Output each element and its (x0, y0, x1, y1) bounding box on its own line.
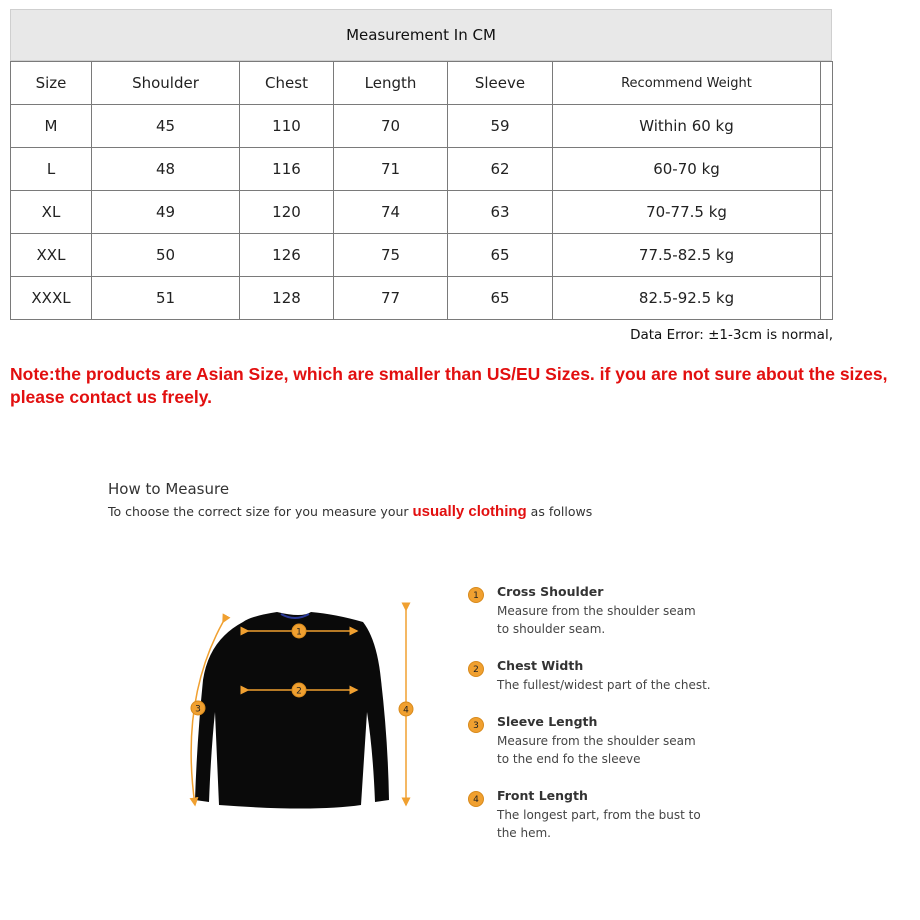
step-desc-line: The longest part, from the bust to (497, 808, 701, 822)
step-number-badge: 4 (468, 791, 484, 807)
cell-sleeve: 62 (448, 148, 553, 191)
size-chart-title: Measurement In CM (10, 9, 832, 61)
step-description (497, 602, 727, 638)
how-to-measure-title: How to Measure (108, 480, 230, 498)
header-shoulder: Shoulder (92, 62, 240, 105)
cell-length: 75 (334, 234, 448, 277)
cell-size: XXXL (11, 277, 92, 320)
marker-3 (191, 701, 205, 715)
step-desc-line: Measure from the shoulder seam (497, 604, 696, 618)
table-edge-cell (821, 148, 833, 191)
cell-chest: 128 (240, 277, 334, 320)
cell-shoulder: 48 (92, 148, 240, 191)
svg-text:4: 4 (403, 705, 409, 716)
table-row (11, 277, 833, 320)
data-error-note: Data Error: ±1-3cm is normal, (630, 327, 833, 343)
svg-text:3: 3 (195, 704, 201, 715)
table-row (11, 191, 833, 234)
marker-4 (399, 702, 413, 716)
cell-length: 70 (334, 105, 448, 148)
cell-weight: 82.5-92.5 kg (553, 277, 821, 320)
how-to-measure-subtitle (108, 503, 592, 520)
cell-weight: Within 60 kg (553, 105, 821, 148)
step-desc-line: to shoulder seam. (497, 622, 606, 636)
cell-shoulder: 51 (92, 277, 240, 320)
cell-shoulder: 49 (92, 191, 240, 234)
header-length: Length (334, 62, 448, 105)
subtitle-highlight: usually clothing (412, 503, 527, 520)
table-edge-cell (821, 277, 833, 320)
note-line-2: please contact us freely. (10, 387, 212, 407)
cell-size: XL (11, 191, 92, 234)
cell-sleeve: 63 (448, 191, 553, 234)
cell-length: 77 (334, 277, 448, 320)
cell-length: 71 (334, 148, 448, 191)
step-number-badge: 1 (468, 587, 484, 603)
subtitle-text: To choose the correct size for you measure your (108, 504, 413, 519)
step-desc-line: to the end fo the sleeve (497, 752, 641, 766)
cell-size: XXL (11, 234, 92, 277)
cell-weight: 60-70 kg (553, 148, 821, 191)
cell-shoulder: 50 (92, 234, 240, 277)
header-recommend-weight: Recommend Weight (553, 62, 821, 105)
cell-chest: 110 (240, 105, 334, 148)
cell-weight: 77.5-82.5 kg (553, 234, 821, 277)
table-row (11, 234, 833, 277)
cell-sleeve: 65 (448, 234, 553, 277)
step-title: Sleeve Length (497, 714, 598, 729)
cell-sleeve: 59 (448, 105, 553, 148)
sweater-illustration (185, 600, 430, 820)
step-desc-line: The fullest/widest part of the chest. (497, 678, 711, 692)
step-description (497, 676, 727, 694)
step-title: Front Length (497, 788, 588, 803)
cell-length: 74 (334, 191, 448, 234)
size-chart (10, 9, 832, 320)
subtitle-suffix: as follows (526, 504, 593, 519)
cell-size: M (11, 105, 92, 148)
cell-chest: 126 (240, 234, 334, 277)
step-title: Chest Width (497, 658, 584, 673)
table-header-row (11, 62, 833, 105)
table-edge-cell (821, 105, 833, 148)
table-row (11, 148, 833, 191)
step-description (497, 732, 727, 768)
step-desc-line: Measure from the shoulder seam (497, 734, 696, 748)
cell-sleeve: 65 (448, 277, 553, 320)
step-title: Cross Shoulder (497, 584, 604, 599)
cell-chest: 120 (240, 191, 334, 234)
header-sleeve: Sleeve (448, 62, 553, 105)
table-edge-cell (821, 234, 833, 277)
step-number-badge: 2 (468, 661, 484, 677)
marker-2 (292, 683, 306, 697)
cell-size: L (11, 148, 92, 191)
note-line-1: Note:the products are Asian Size, which are smaller than US/EU Sizes. if you are not sure about the sizes, (10, 364, 888, 384)
cell-weight: 70-77.5 kg (553, 191, 821, 234)
size-table (10, 61, 833, 320)
svg-text:2: 2 (296, 686, 302, 697)
cell-chest: 116 (240, 148, 334, 191)
step-description (497, 806, 727, 842)
garment-diagram (185, 600, 430, 820)
step-desc-line: the hem. (497, 826, 551, 840)
table-edge-cell (821, 191, 833, 234)
table-row (11, 105, 833, 148)
svg-text:1: 1 (296, 627, 302, 638)
long-sleeve-shirt-shape (195, 612, 389, 809)
step-number-badge: 3 (468, 717, 484, 733)
cell-shoulder: 45 (92, 105, 240, 148)
header-size: Size (11, 62, 92, 105)
table-edge-cell (821, 62, 833, 105)
header-chest: Chest (240, 62, 334, 105)
asian-size-note (10, 363, 915, 409)
marker-1 (292, 624, 306, 638)
